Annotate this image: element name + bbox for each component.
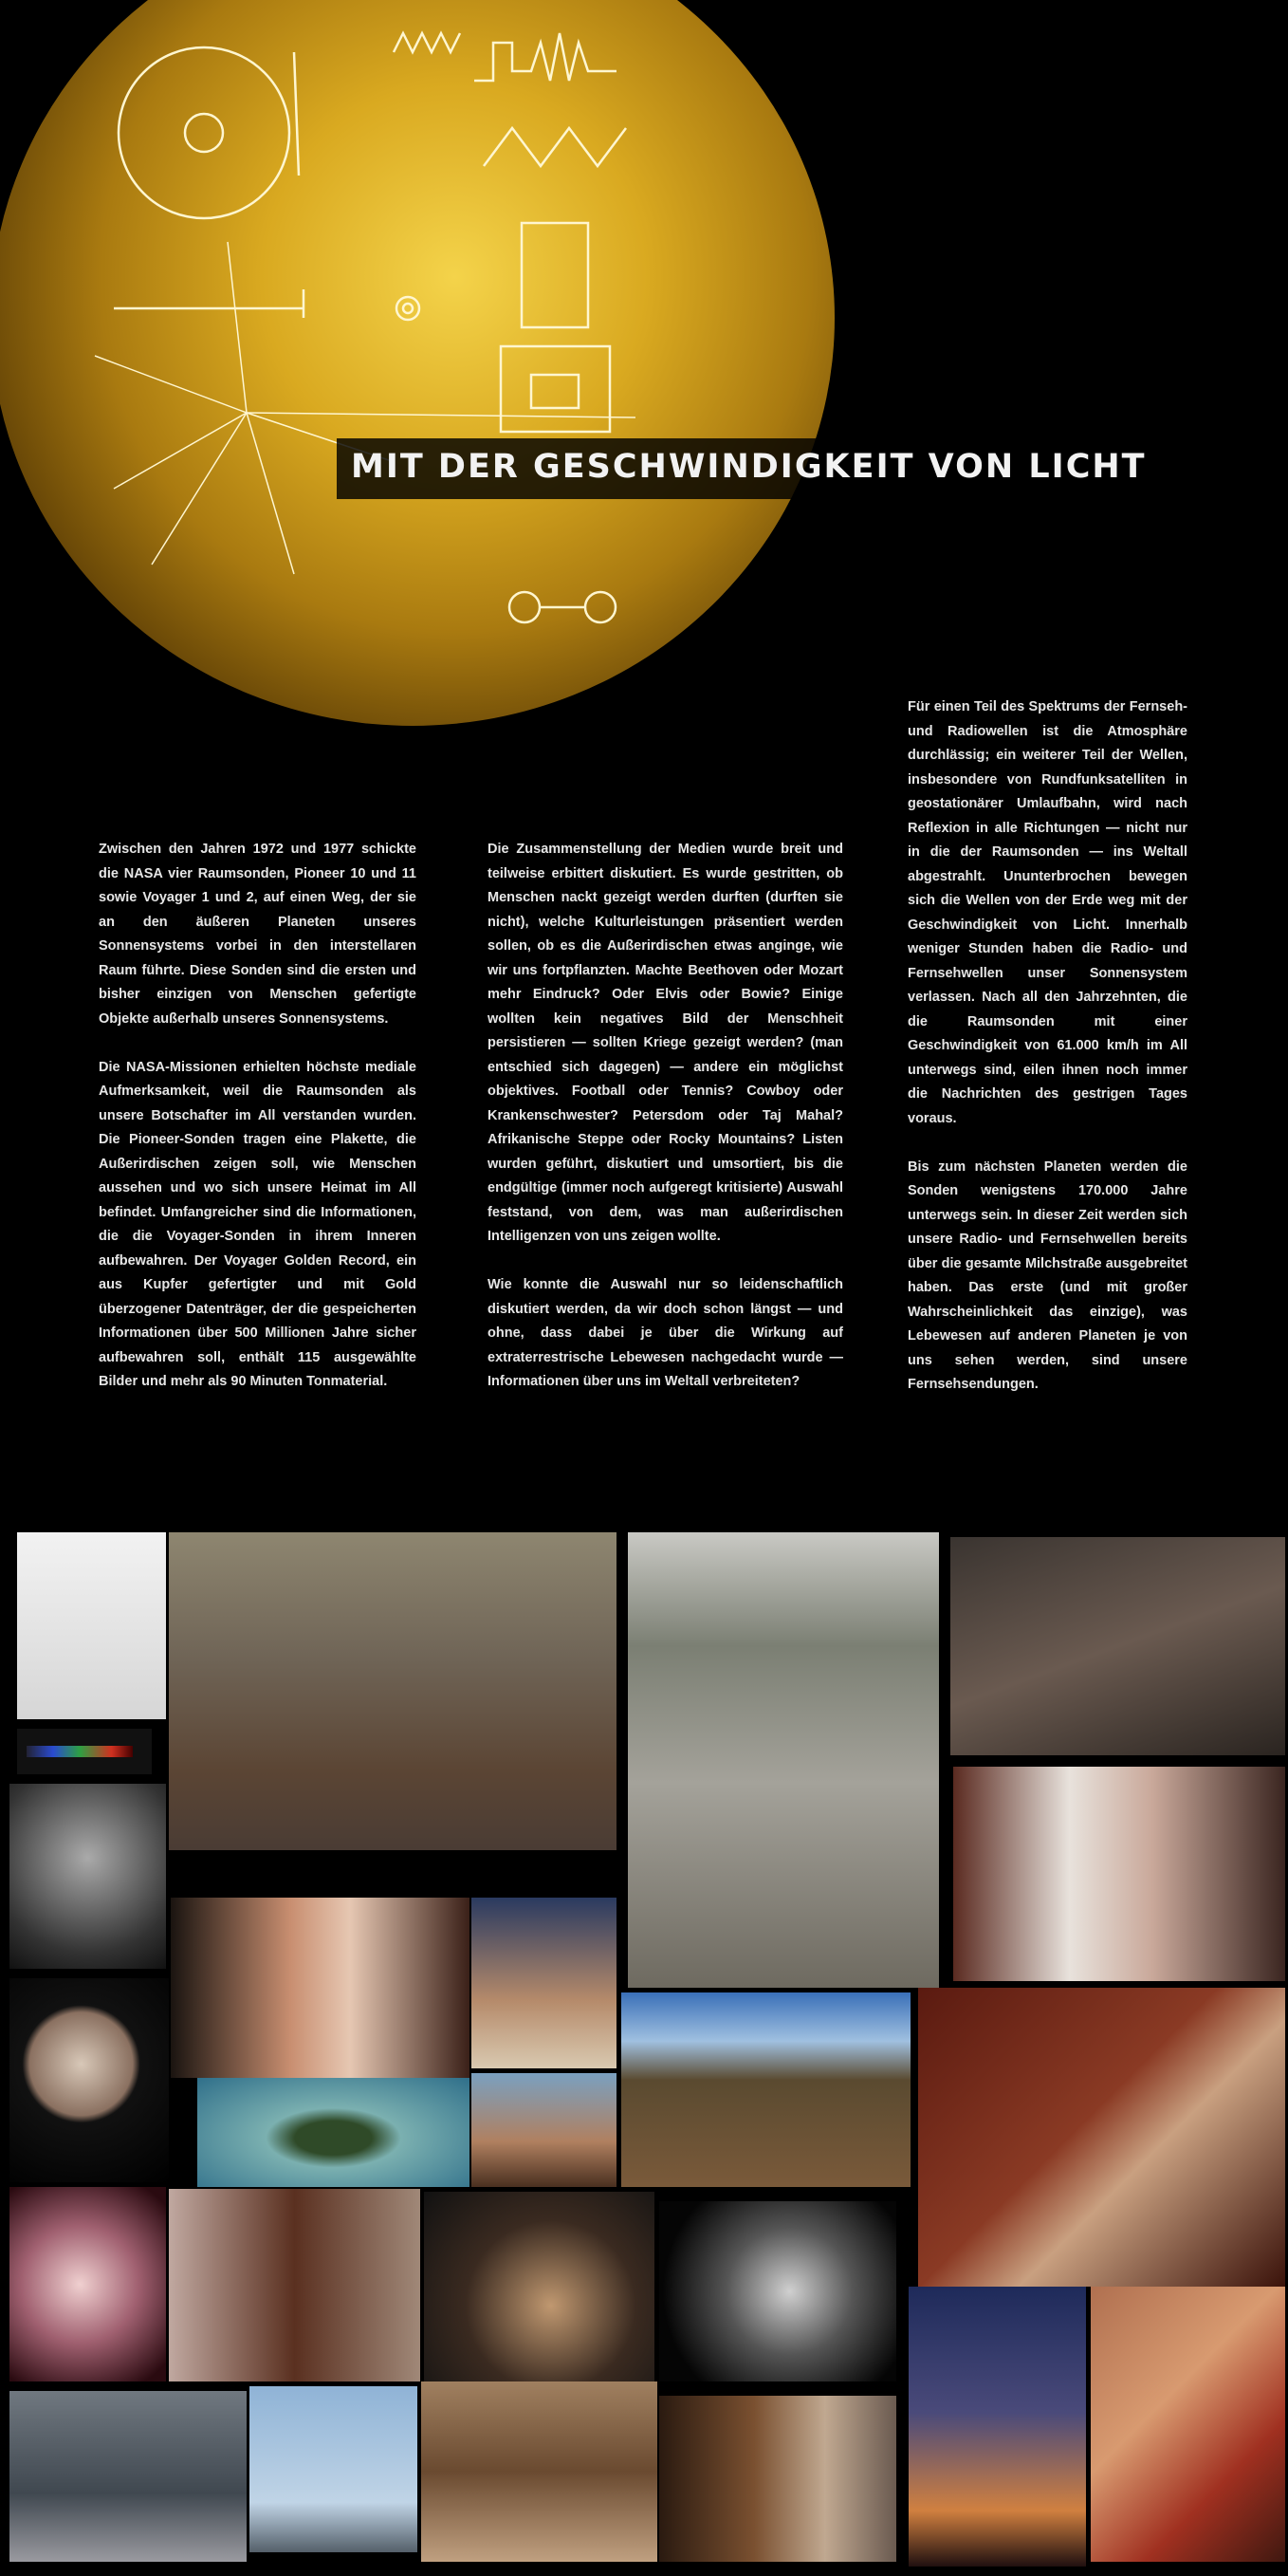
photo-children-drawing: [471, 1898, 616, 2068]
text-column-1: [99, 838, 416, 1418]
paragraph-text: , ein aus Kupfer gefertigter und mit Gold überzogener Datenträger, der die gespeicherten Informationen über 500 Millionen Jahre sicher aufbewahren soll, enthält 115 ausgewählte Bilder und mehr als 90 Minuten Tonmaterial.: [99, 1252, 416, 1389]
photo-house-landscape: [621, 1992, 911, 2187]
photo-astronaut: [659, 2201, 896, 2381]
photo-fishing-boats: [471, 2073, 616, 2187]
paragraph-text: Die NASA-Missionen erhielten höchste mediale Aufmerksamkeit, weil die Raumsonden als unsere Botschafter im All verstanden wurden. Die Pioneer-Sonden tragen eine Plakette, die Außerirdischen zeigen soll, wie Menschen aussehen und wo sich unsere Heimat im All befindet. Umfangreicher sind die Informationen, die die Voyager-Sonden in ihrem Inneren aufbewahren. Der: [99, 1059, 416, 1269]
photo-un-building: [909, 2287, 1086, 2567]
photo-color-spectrum: [17, 1729, 152, 1774]
voyager-golden-record-emphasis: Voyager Golden Record: [224, 1252, 386, 1269]
photo-supermarket: [950, 1537, 1285, 1755]
photo-animal-sketches: [17, 1532, 166, 1719]
photo-fetus: [9, 2187, 166, 2381]
golden-record-engravings: [0, 0, 835, 726]
paragraph: Bis zum nächsten Planeten werden die Sonden wenigstens 170.000 Jahre unterwegs sein. In dieser Zeit werden sich unsere Radio- und Fernsehwellen bereits über die gesamte Milchstraße ausgebreitet haben. Das erste (und mit großer Wahrscheinlichkeit das einzige), was Lebewesen auf anderen Planeten je von uns sehen werden, sind unsere Fernsehsendungen.: [908, 1158, 1187, 1392]
photo-woman-cooking: [421, 2381, 657, 2562]
page-title: MIT DER GESCHWINDIGKEIT VON LICHT: [351, 448, 1147, 486]
photo-dancer-headdress: [9, 1784, 166, 1969]
photo-hands-projection: [953, 1767, 1285, 1981]
photo-island: [197, 2078, 469, 2187]
photo-airplane: [249, 2386, 417, 2552]
photo-family-portrait: [9, 2391, 247, 2562]
spectrum-bar: [27, 1746, 133, 1757]
photo-people-eating: [171, 1898, 469, 2078]
text-column-2: [488, 838, 843, 1418]
paragraph: [99, 1056, 416, 1395]
photo-gymnast: [918, 1988, 1285, 2287]
paragraph: Wie konnte die Auswahl nur so leidenschaftlich diskutiert werden, da wir doch schon längst — und ohne, dass dabei je über die Wirkung auf extraterrestrische Lebewesen nachgedacht wurde — Informationen über uns im Weltall verbreiteten?: [488, 1277, 843, 1389]
paragraph: Zwischen den Jahren 1972 und 1977 schickte die NASA vier Raumsonden, Pioneer 10 und 11 sowie Voyager 1 und 2, auf einen Weg, der sie an den äußeren Planeten unseres Sonnensystems vorbei in den interstellaren Raum führte. Diese Sonden sind die ersten und bisher einzigen von Menschen gefertigte Objekte außerhalb unseres Sonnensystems.: [99, 842, 416, 1027]
photo-mother-child: [1091, 2287, 1285, 2562]
photo-sprinters-race: [169, 1532, 616, 1850]
photo-earth: [9, 1978, 169, 2182]
paragraph: Die Zusammenstellung der Medien wurde breit und teilweise erbittert diskutiert. Es wurde gestritten, ob Menschen nackt gezeigt werden durften (durften sie nicht), welche Kulturleistungen präsentiert werden sollen, ob es die Außerirdischen etwas anginge, wie wir uns fortpflanzten. Machte Beethoven oder Mozart mehr Eindruck? Oder Elvis oder Bowie? Einige wollten kein negatives Bild der Menschheit persistieren — sollten Kriege gezeigt werden? (man entschied sich dagegen) — andere ein möglichst objektives. Football oder Tennis? Cowboy oder Krankenschwester? Petersdom oder Taj Mahal? Afrikanische Steppe oder Rocky Mountains? Listen wurden geführt, diskutiert und umsortiert, bis die endgültige (immer noch aufgeregt kritisierte) Auswahl feststand, von dem, was man außerirdischen Intelligenzen von uns zeigen wollte.: [488, 842, 843, 1244]
golden-record-disc: [0, 0, 835, 726]
photo-man-portrait: [659, 2396, 896, 2562]
photo-string-quartet: [169, 2189, 420, 2381]
photo-children-globe: [424, 2192, 654, 2381]
paragraph: Für einen Teil des Spektrums der Fernseh- und Radiowellen ist die Atmosphäre durchlässig; ein weiterer Teil der Wellen, insbesondere von Rundfunksatelliten in geostationärer Umlaufbahn, wird nach Reflexion in alle Richtungen — nicht nur in die der Raumsonden — ins Weltall abgestrahlt. Ununterbrochen bewegen sich die Wellen von der Erde weg mit der Geschwindigkeit von Licht. Innerhalb weniger Stunden haben die Radio- und Fernsehwellen unser Sonnensystem verlassen. Nach all den Jahrzehnten, die die Raumsonden mit einer Geschwindigkeit von 61.000 km/h im All unterwegs sind, eilen ihnen noch immer die Nachrichten des gestrigen Tages voraus.: [908, 699, 1187, 1126]
text-column-3: [908, 695, 1187, 1421]
photo-highway-traffic: [628, 1532, 939, 1988]
